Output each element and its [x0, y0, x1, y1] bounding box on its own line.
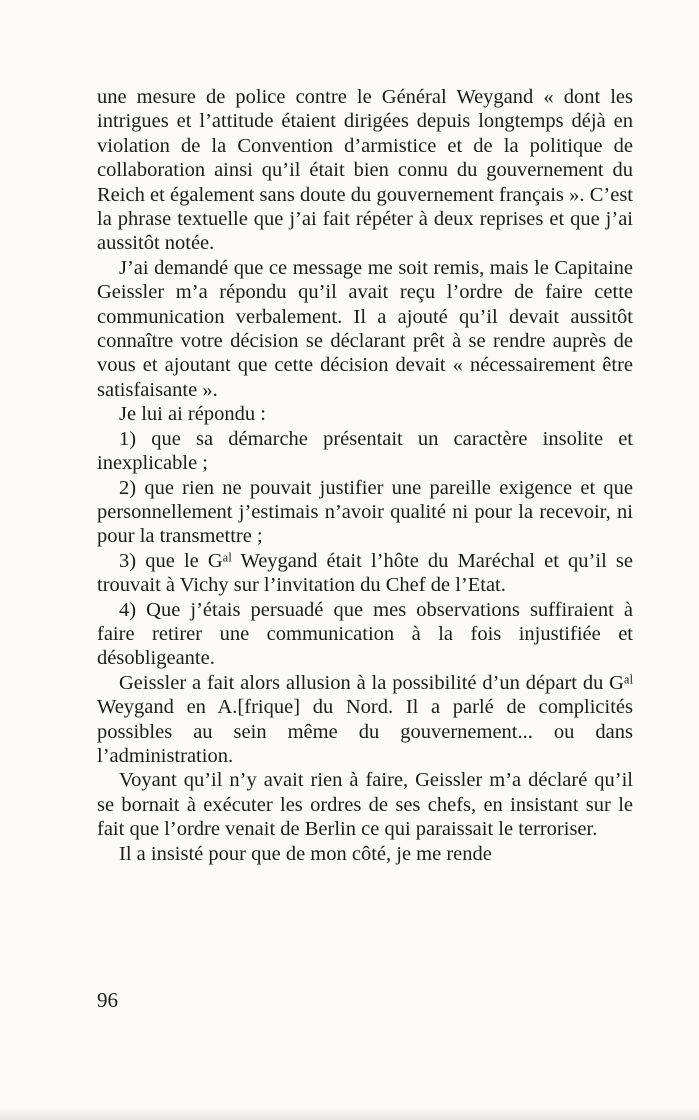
- paragraph-10: Il a insisté pour que de mon côté, je me rende: [119, 842, 492, 865]
- paragraph-3: Je lui ai répondu :: [119, 403, 266, 426]
- page-number: 96: [97, 988, 118, 1012]
- paragraph-5: 2) que rien ne pouvait justifier une pareille exigence et que personnellement j’estimais n’avoir qualité ni pour la recevoir, ni pour la transmettre ;: [97, 476, 633, 548]
- paragraph-4: 1) que sa démarche présentait un caractère insolite et inexplicable ;: [97, 427, 633, 475]
- paragraph-1: une mesure de police contre le Général Weygand « dont les intrigues et l’attitude étaient dirigées depuis longtemps déjà en violation de la Convention d’armistice et de la politique de collaboration ainsi qu’il était bien connu du gouvernement du Reich et également sans doute du gouvernement français ». C’est la phrase textuelle que j’ai fait répéter à deux reprises et que j’ai aussitôt notée.: [97, 86, 633, 255]
- paragraph-9: Voyant qu’il n’y avait rien à faire, Geissler m’a déclaré qu’il se bornait à exécuter les ordres de ses chefs, en insistant sur le fait que l’ordre venait de Berlin ce qui paraissait le terroriser.: [97, 769, 633, 841]
- paragraph-6: 3) que le Gᵃˡ Weygand était l’hôte du Maréchal et qu’il se trouvait à Vichy sur l’invitation du Chef de l’Etat.: [97, 549, 633, 597]
- page-bottom-edge: [0, 1108, 699, 1120]
- paragraph-2: J’ai demandé que ce message me soit remis, mais le Capitaine Geissler m’a répondu qu’il avait reçu l’ordre de faire cette communication verbalement. Il a ajouté qu’il devait aussitôt connaître votre décision se déclarant prêt à se rendre auprès de vous et ajoutant que cette décision devait « nécessairement être satisfaisante ».: [97, 256, 633, 401]
- paragraph-8: Geissler a fait alors allusion à la possibilité d’un départ du Gᵃˡ Weygand en A.[frique] du Nord. Il a parlé de complicités possibles au sein même du gouvernement... ou dans l’administration.: [97, 671, 633, 767]
- body-text: [97, 85, 633, 866]
- paragraph-7: 4) Que j’étais persuadé que mes observations suffiraient à faire retirer une communication à la fois injustifiée et désobligeante.: [97, 598, 633, 670]
